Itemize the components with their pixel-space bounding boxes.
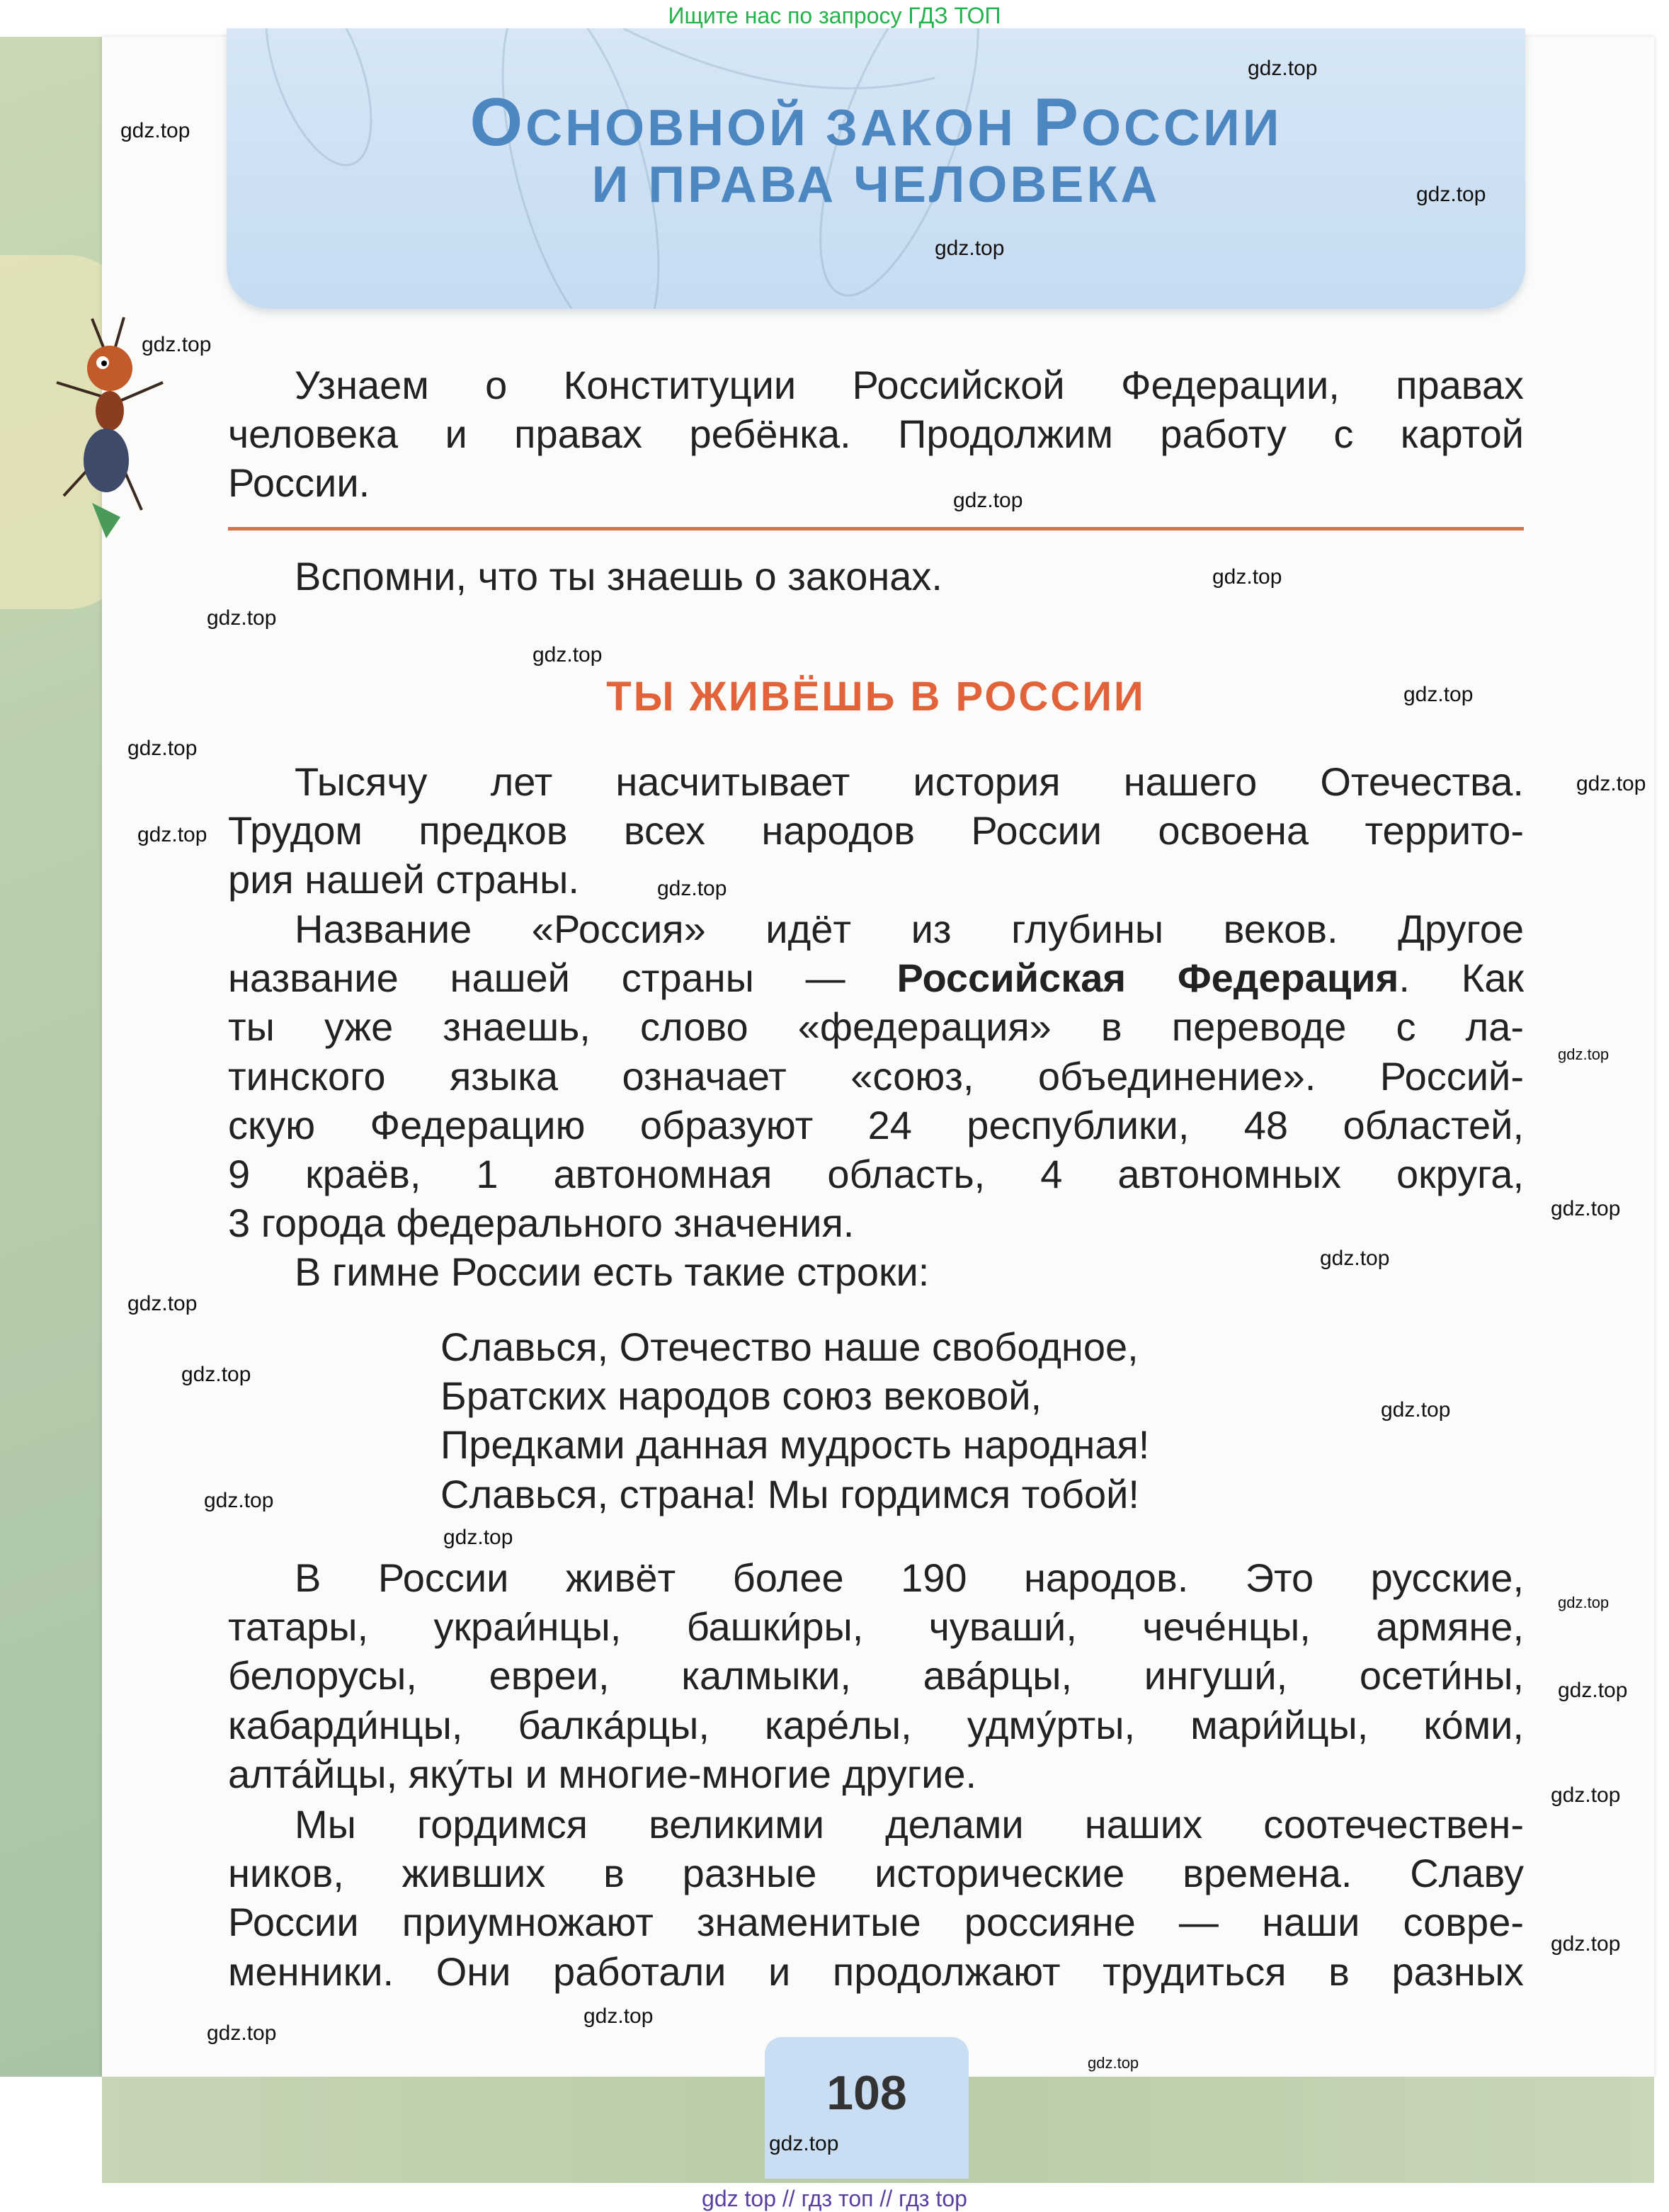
- watermark: gdz.top: [1320, 1247, 1390, 1270]
- watermark: gdz.top: [657, 877, 727, 900]
- watermark: gdz.top: [120, 119, 190, 142]
- remember-line: Вспомни, что ты знаешь о законах.: [295, 554, 942, 599]
- para2-line: тинского языка означает «союз, объединение». Россий-: [228, 1053, 1524, 1099]
- poem-line: Предками данная мудрость народная!: [440, 1422, 1150, 1468]
- section-divider: [228, 527, 1524, 531]
- watermark: gdz.top: [953, 489, 1023, 512]
- chapter-header: [227, 28, 1525, 309]
- watermark: gdz.top: [137, 823, 207, 846]
- para4-line: Мы гордимся великими делами наших соотечествен-: [295, 1802, 1524, 1847]
- title-text: АКОН: [860, 100, 1033, 157]
- intro-lines-line: Узнаем о Конституции Российской Федерации, правах: [295, 363, 1524, 407]
- watermark: gdz.top: [142, 333, 212, 356]
- title-text: О: [469, 84, 526, 160]
- title-text: З: [825, 100, 861, 157]
- watermark: gdz.top: [1576, 772, 1646, 795]
- text-span: . Как: [1399, 955, 1524, 1001]
- watermark: gdz.top: [1088, 2054, 1139, 2072]
- top-banner[interactable]: Ищите нас по запросу ГДЗ ТОП: [668, 3, 1001, 28]
- watermark: gdz.top: [1558, 1045, 1610, 1063]
- watermark: gdz.top: [1212, 565, 1282, 589]
- para2-line: скую Федерацию образуют 24 республики, 48 областей,: [228, 1102, 1524, 1147]
- para3-line: В России живёт более 190 народов. Это русские,: [295, 1555, 1524, 1600]
- watermark: gdz.top: [1551, 1197, 1621, 1220]
- page-number-tab: [765, 2037, 969, 2179]
- para2-line: ты уже знаешь, слово «федерация» в переводе с ла-: [228, 1004, 1524, 1050]
- watermark: gdz.top: [204, 1489, 274, 1512]
- para1-line: Тысячу лет насчитывает история нашего Отечества.: [295, 759, 1524, 804]
- watermark: gdz.top: [583, 2004, 654, 2028]
- watermark: gdz.top: [443, 1526, 513, 1549]
- watermark: gdz.top: [1558, 1679, 1628, 1702]
- watermark: gdz.top: [1551, 1783, 1621, 1807]
- para4-line: ников, живших в разные исторические времена. Славу: [228, 1851, 1524, 1896]
- watermark: gdz.top: [1551, 1932, 1621, 1956]
- section-heading: ТЫ ЖИВЁШЬ В РОССИИ: [606, 674, 1146, 720]
- bottom-banner[interactable]: gdz top // гдз топ // гдз top: [702, 2186, 967, 2211]
- para2-line: 9 краёв, 1 автономная область, 4 автономных округа,: [228, 1152, 1524, 1196]
- para4-line: менники. Они работали и продолжают трудиться в разных: [228, 1949, 1524, 1994]
- para2-line: 3 города федерального значения.: [228, 1201, 855, 1246]
- watermark: gdz.top: [1248, 57, 1318, 80]
- watermark: gdz.top: [181, 1363, 251, 1386]
- watermark: gdz.top: [127, 1292, 198, 1315]
- watermark: gdz.top: [1416, 183, 1486, 206]
- para3-line: алта́йцы, яку́ты и многие-многие другие.: [228, 1751, 977, 1796]
- watermark: gdz.top: [207, 606, 277, 630]
- para3-line: татары, украи́нцы, башки́ры, чуваши́, чече́нцы, армяне,: [228, 1604, 1524, 1650]
- watermark: gdz.top: [1558, 1594, 1610, 1611]
- bold-term: Российская Федерация: [896, 955, 1399, 1001]
- watermark: gdz.top: [1381, 1398, 1451, 1422]
- watermark: gdz.top: [207, 2021, 277, 2045]
- anthem-intro-line: В гимне России есть такие строки:: [295, 1249, 930, 1294]
- poem-line: Славься, Отечество наше свободное,: [440, 1325, 1139, 1369]
- chapter-title-line-2: И ПРАВА ЧЕЛОВЕКА: [591, 157, 1161, 213]
- watermark: gdz.top: [935, 237, 1005, 260]
- text-span: название нашей страны —: [228, 955, 897, 1001]
- title-text: ОССИИ: [1081, 100, 1282, 157]
- para2-line: [228, 955, 1524, 1001]
- para2-line: Название «Россия» идёт из глубины веков. Другое: [295, 907, 1524, 951]
- poem-line: Братских народов союз вековой,: [440, 1373, 1042, 1419]
- para1-line: рия нашей страны.: [228, 857, 579, 902]
- intro-lines-line: России.: [228, 460, 370, 506]
- watermark: gdz.top: [532, 643, 603, 667]
- title-text: СНОВНОЙ: [525, 100, 826, 157]
- chapter-title-line-1: [469, 84, 1282, 161]
- poem-line: Славься, страна! Мы гордимся тобой!: [440, 1471, 1139, 1516]
- watermark: gdz.top: [769, 2132, 839, 2155]
- para3-line: белорусы, евреи, калмыки, ава́рцы, ингуши́, осети́ны,: [228, 1653, 1524, 1698]
- para3-line: кабарди́нцы, балка́рцы, каре́лы, удму́рты, мари́йцы, ко́ми,: [228, 1702, 1524, 1747]
- watermark: gdz.top: [127, 737, 198, 760]
- page-number: 108: [826, 2066, 907, 2120]
- para4-line: России приумножают знаменитые россияне — наши совре-: [228, 1900, 1524, 1945]
- para1-line: Трудом предков всех народов России освоена террито-: [228, 808, 1524, 853]
- title-text: Р: [1032, 84, 1082, 160]
- intro-lines-line: человека и правах ребёнка. Продолжим работу с картой: [228, 412, 1524, 457]
- watermark: gdz.top: [1403, 683, 1474, 706]
